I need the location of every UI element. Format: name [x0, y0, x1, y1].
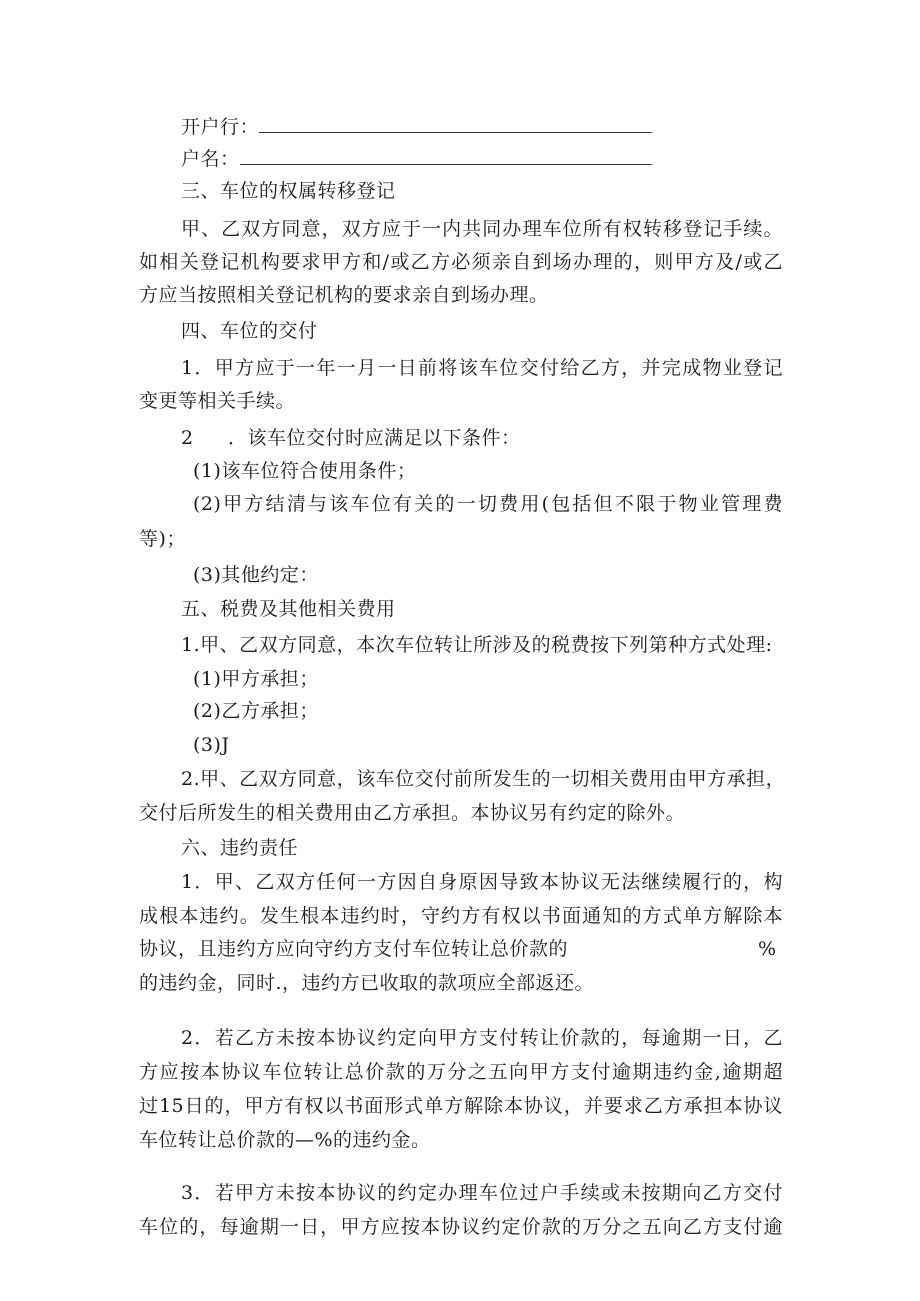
bank-blank	[259, 116, 652, 133]
section5-option2: (2)乙方承担；	[193, 700, 319, 722]
section5-item2-line1: 2.甲、乙双方同意，该车位交付前所发生的一切相关费用由甲方承担，	[181, 768, 786, 790]
section6-item3-line2: 车位的，每逾期一日，甲方应按本协议约定价款的万分之五向乙方支付逾	[139, 1216, 783, 1238]
section6-item2-line2: 方应按本协议车位转让总价款的万分之五向甲方支付逾期违约金,逾期超	[139, 1061, 783, 1083]
section3-para-line1: 甲、乙双方同意，双方应于一内共同办理车位所有权转移登记手续。	[181, 218, 783, 240]
section5-option1: (1)甲方承担；	[193, 668, 319, 690]
section4-heading: 四、车位的交付	[181, 320, 318, 342]
section6-item2-line3: 过15日的，甲方有权以书面形式单方解除本协议，并要求乙方承担本协议	[139, 1095, 783, 1117]
section5-item2-line2: 交付后所发生的相关费用由乙方承担。本协议另有约定的除外。	[139, 802, 686, 824]
section6-item3-line1: 3．若甲方未按本协议的约定办理车位过户手续或未按期向乙方交付	[181, 1182, 783, 1204]
section4-item2-text: ．该车位交付时应满足以下条件：	[228, 427, 521, 449]
section4-condition2-line2: 等)；	[139, 528, 186, 550]
section6-item1-line4: 的违约金，同时.，违约方已收取的款项应全部返还。	[139, 972, 595, 994]
account-name-blank	[240, 148, 652, 165]
account-name-label: 户名：	[181, 148, 240, 170]
percent-sign: %	[758, 938, 777, 960]
account-name-field	[181, 147, 652, 171]
section4-item2-number: 2	[181, 427, 194, 449]
section4-condition2-line1: (2)甲方结清与该车位有关的一切费用(包括但不限于物业管理费	[193, 493, 783, 515]
section6-item1-line1: 1．甲、乙双方任何一方因自身原因导致本协议无法继续履行的，构	[181, 871, 783, 893]
section6-item2-line1: 2．若乙方未按本协议约定向甲方支付转让价款的，每逾期一日，乙	[181, 1027, 783, 1049]
section5-heading: 五、税费及其他相关费用	[181, 598, 396, 620]
section4-condition1: (1)该车位符合使用条件；	[193, 460, 417, 482]
section3-heading: 三、车位的权属转移登记	[181, 180, 396, 202]
section4-item1-line2: 变更等相关手续。	[139, 390, 296, 412]
section3-para-line2: 如相关登记机构要求甲方和/或乙方必须亲自到场办理的，则甲方及/或乙	[139, 251, 783, 273]
section5-item1: 1.甲、乙双方同意，本次车位转让所涉及的税费按下列第种方式处理:	[181, 634, 773, 656]
bank-label: 开户行：	[181, 116, 260, 138]
section4-item1-line1: 1．甲方应于一年一月一日前将该车位交付给乙方，并完成物业登记	[181, 357, 783, 379]
section4-condition3: (3)其他约定：	[193, 564, 319, 586]
section3-para-line3: 方应当按照相关登记机构的要求亲自到场办理。	[139, 284, 549, 306]
section6-heading: 六、违约责任	[181, 837, 299, 859]
section6-item1-line2: 成根本违约。发生根本违约时，守约方有权以书面通知的方式单方解除本	[139, 905, 783, 927]
section6-item2-line4: 车位转让总价款的—%的违约金。	[139, 1129, 431, 1151]
section6-item1-line3-text: 协议，且违约方应向守约方支付车位转让总价款的	[139, 938, 569, 960]
bank-field	[181, 115, 652, 139]
section5-option3: (3)J	[193, 734, 230, 756]
section6-item1-line3	[139, 937, 568, 961]
